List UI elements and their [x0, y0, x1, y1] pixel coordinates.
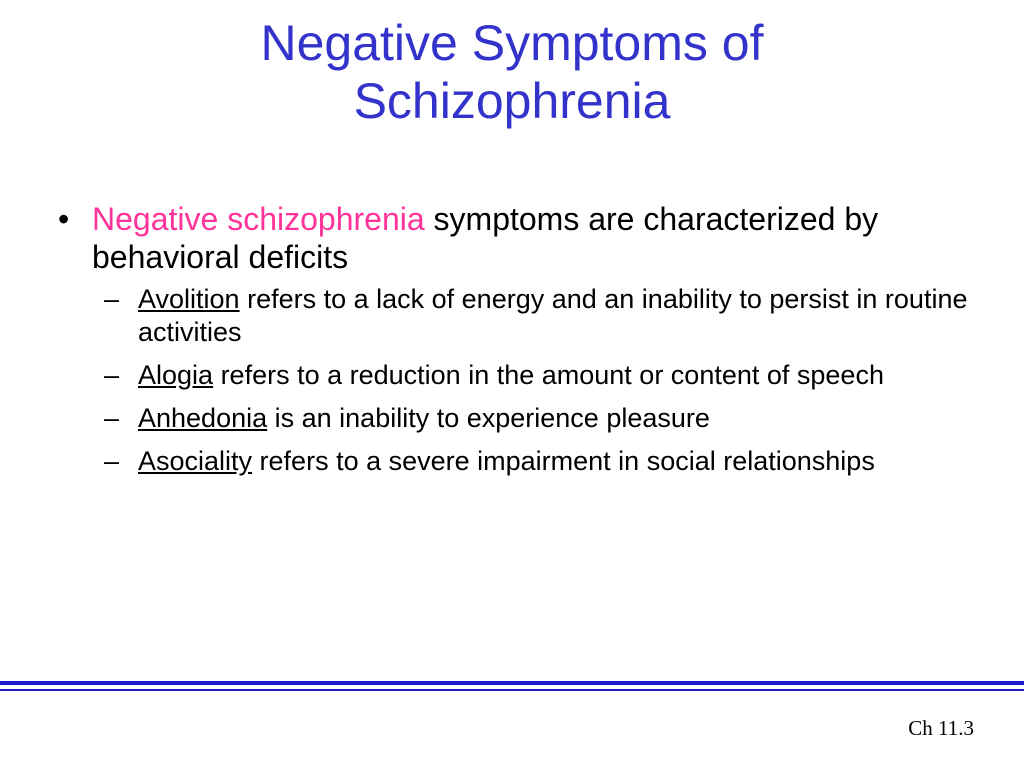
sub-item-asociality [104, 445, 998, 478]
dash-marker: – [104, 446, 120, 476]
title-line-2: Schizophrenia [353, 73, 671, 129]
slide-body [58, 200, 998, 488]
sub-item-alogia [104, 359, 998, 392]
term-asociality: Asociality [138, 446, 253, 476]
dash-marker: – [104, 403, 120, 433]
definition-asociality: refers to a severe impairment in social relationships [252, 446, 875, 476]
dash-marker: – [104, 360, 120, 390]
term-anhedonia: Anhedonia [138, 403, 268, 433]
sub-item-anhedonia [104, 402, 998, 435]
definition-avolition: refers to a lack of energy and an inability to persist in routine activities [138, 284, 968, 347]
definition-anhedonia: is an inability to experience pleasure [267, 403, 710, 433]
slide-footer-chapter: Ch 11.3 [908, 716, 974, 740]
term-avolition: Avolition [138, 284, 240, 314]
footer-divider-thin [0, 689, 1024, 691]
definition-alogia: refers to a reduction in the amount or content of speech [213, 360, 884, 390]
main-bullet [58, 200, 998, 276]
bullet-marker: • [58, 201, 70, 237]
slide-title [0, 14, 1024, 130]
bullet-text: symptoms are characterized by behavioral deficits [92, 201, 879, 275]
term-alogia: Alogia [138, 360, 214, 390]
footer-divider-thick [0, 681, 1024, 685]
sub-item-avolition [104, 283, 998, 349]
sub-bullet-list [104, 283, 998, 478]
dash-marker: – [104, 284, 120, 314]
highlight-term: Negative schizophrenia [92, 201, 425, 237]
title-line-1: Negative Symptoms of [260, 15, 764, 71]
